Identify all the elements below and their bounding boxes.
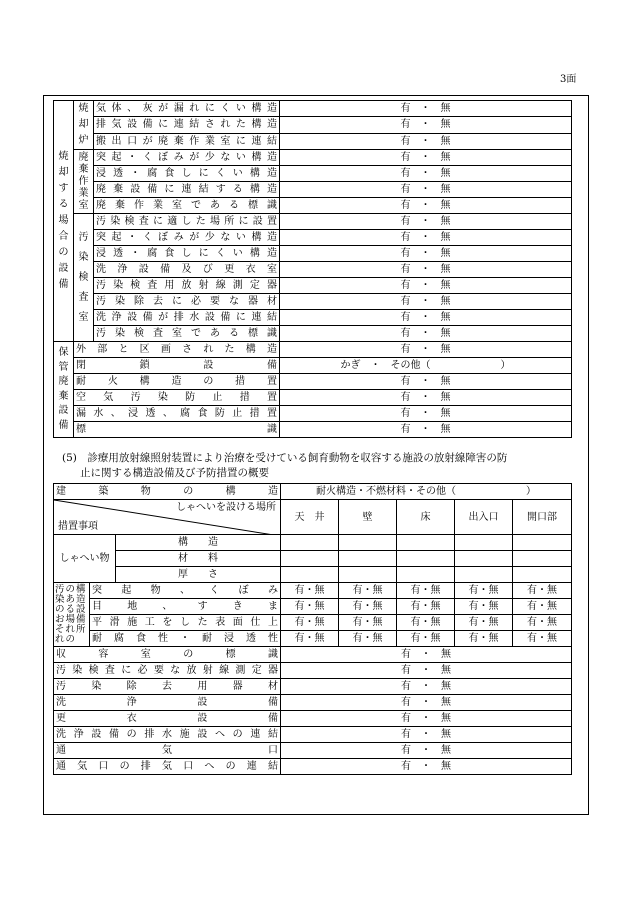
blank-cell [513, 551, 572, 567]
yes-no-cell: 有・無 [455, 615, 513, 631]
vertical-char: 染 [78, 251, 89, 263]
item-value: 有 ・ 無 [280, 117, 572, 133]
item-label: 突起・くぼみが少ない構造 [94, 230, 280, 246]
table-row [54, 711, 572, 727]
table-row [54, 342, 572, 358]
item-value: 有 ・ 無 [280, 294, 572, 310]
blank-cell [281, 551, 339, 567]
column-header: 出入口 [455, 500, 513, 535]
blank-cell [339, 551, 397, 567]
table-row [54, 599, 572, 615]
table-row [54, 390, 572, 406]
blank-cell [397, 551, 455, 567]
item-label: 通気口 [54, 743, 281, 759]
item-label: 洗浄設備及び更衣室 [94, 262, 280, 278]
column-header: 壁 [339, 500, 397, 535]
table-row [54, 422, 572, 438]
shield-label: しゃへい物 [54, 535, 116, 583]
item-value: 有 ・ 無 [280, 182, 572, 198]
item-value: 有 ・ 無 [281, 663, 572, 679]
inspection-room-label [74, 214, 94, 342]
item-value: 有 ・ 無 [280, 133, 572, 149]
item-label: 洗浄設備 [54, 695, 281, 711]
table-row [54, 406, 572, 422]
item-label: 外部と区画された構造 [74, 342, 280, 358]
blank-cell [455, 567, 513, 583]
waste-room-label [74, 150, 94, 214]
yes-no-cell: 有・無 [513, 631, 572, 647]
item-value: 有 ・ 無 [281, 695, 572, 711]
blank-cell [455, 535, 513, 551]
yes-no-cell: 有・無 [455, 583, 513, 599]
table-row [54, 484, 572, 500]
vertical-char: 査 [78, 291, 89, 303]
table-row [54, 101, 572, 117]
item-value: 有 ・ 無 [280, 262, 572, 278]
incineration-group-label [54, 101, 74, 342]
table-row [54, 583, 572, 599]
diag-bottom-label: 措置事項 [58, 521, 98, 532]
item-label: 突起・くぼみが少ない構造 [94, 150, 280, 166]
page-number: 3面 [560, 74, 577, 85]
table-row [54, 551, 572, 567]
item-label: 洗浄設備が排水設備に連結 [94, 310, 280, 326]
item-label: 汚染除去に必要な器材 [94, 294, 280, 310]
table-row [54, 358, 572, 374]
item-value: 有 ・ 無 [281, 759, 572, 775]
vertical-char: 保 [58, 347, 69, 358]
table-row [54, 374, 572, 390]
table-row [54, 278, 572, 294]
yes-no-cell: 有・無 [281, 631, 339, 647]
item-value: 有 ・ 無 [280, 374, 572, 390]
item-value: 有 ・ 無 [280, 230, 572, 246]
yes-no-cell: 有・無 [397, 583, 455, 599]
item-label: 収容室の標識 [54, 647, 281, 663]
yes-no-cell: 有・無 [513, 615, 572, 631]
yes-no-cell: 有・無 [397, 599, 455, 615]
yes-no-cell: 有・無 [281, 599, 339, 615]
item-label: 汚染検査室である標識 [94, 326, 280, 342]
item-label: 浸透・腐食しにくい構造 [94, 166, 280, 182]
yes-no-cell: 有・無 [455, 631, 513, 647]
storage-group-label [54, 342, 74, 438]
item-value: 有 ・ 無 [280, 310, 572, 326]
item-label: 漏水、浸透、腐食防止措置 [74, 406, 280, 422]
item-label: 洗浄設備の排水施設への連結 [54, 727, 281, 743]
item-label: 汚染除去用器材 [54, 679, 281, 695]
yes-no-cell: 有・無 [339, 615, 397, 631]
vertical-char: 業 [78, 187, 89, 199]
column-header: 床 [397, 500, 455, 535]
table-row [54, 214, 572, 230]
item-label: 浸透・腐食しにくい構造 [94, 246, 280, 262]
vertical-char: 合 [58, 231, 69, 242]
table-row [54, 166, 572, 182]
label-line: のる設 [55, 603, 87, 615]
table-row [54, 310, 572, 326]
yes-no-cell: 有・無 [281, 583, 339, 599]
vertical-char: 焼 [58, 151, 69, 162]
vertical-char: 棄 [78, 163, 89, 175]
vertical-char: る [58, 199, 69, 210]
blank-cell [397, 535, 455, 551]
table-row [54, 647, 572, 663]
vertical-char: 廃 [78, 151, 89, 163]
blank-cell [339, 567, 397, 583]
table-header-row [54, 500, 572, 535]
vertical-char: 棄 [58, 390, 69, 402]
yes-no-cell: 有・無 [397, 631, 455, 647]
contamination-label [54, 583, 90, 647]
item-value: 有 ・ 無 [280, 150, 572, 166]
table-row [54, 759, 572, 775]
table-row [54, 117, 572, 133]
table-row [54, 262, 572, 278]
vertical-char: 備 [58, 419, 69, 431]
item-label: 閉鎖設備 [74, 358, 280, 374]
item-value: 有 ・ 無 [280, 342, 572, 358]
vertical-char: 却 [78, 119, 89, 130]
label-line: 汚の構 [55, 583, 87, 595]
vertical-char: 却 [58, 167, 69, 178]
vertical-char: 作 [78, 175, 89, 187]
yes-no-cell: 有・無 [513, 599, 572, 615]
table-row [54, 663, 572, 679]
diag-top-label: しゃへいを設ける場所 [176, 502, 276, 513]
yes-no-cell: 有・無 [339, 599, 397, 615]
item-value: 有 ・ 無 [281, 679, 572, 695]
table-row [54, 567, 572, 583]
label-line: それ所 [55, 623, 87, 635]
item-value: 有 ・ 無 [280, 390, 572, 406]
item-value: 有 ・ 無 [280, 406, 572, 422]
building-structure-value: 耐火構造・不燃材料・その他（ ） [281, 484, 572, 500]
blank-cell [281, 567, 339, 583]
label-line: お場備 [55, 613, 87, 625]
yes-no-cell: 有・無 [339, 631, 397, 647]
vertical-char: 室 [78, 311, 89, 323]
item-value: 有 ・ 無 [280, 101, 572, 117]
item-value: 有 ・ 無 [281, 743, 572, 759]
item-label: 平滑施工をした表面仕上 [90, 615, 281, 631]
vertical-char: 焼 [78, 103, 89, 114]
item-value: 有 ・ 無 [280, 422, 572, 438]
table-row [54, 246, 572, 262]
blank-cell [513, 535, 572, 551]
item-label: 汚染検査用放射線測定器 [94, 278, 280, 294]
vertical-char: 備 [58, 279, 69, 290]
blank-cell [455, 551, 513, 567]
table-row [54, 695, 572, 711]
item-label: 更衣設備 [54, 711, 281, 727]
item-label: 廃棄設備に連結する構造 [94, 182, 280, 198]
yes-no-cell: 有・無 [397, 615, 455, 631]
vertical-char: 室 [78, 199, 89, 211]
item-label: 目地、すきま [90, 599, 281, 615]
item-value: 有 ・ 無 [280, 198, 572, 214]
table-row [54, 198, 572, 214]
item-value: 有 ・ 無 [280, 278, 572, 294]
vertical-char: の [58, 247, 69, 258]
item-value: 有 ・ 無 [281, 647, 572, 663]
item-value: 有 ・ 無 [280, 326, 572, 342]
building-structure-label: 建築物の構造 [54, 484, 281, 500]
item-label: 空気汚染防止措置 [74, 390, 280, 406]
table-row [54, 535, 572, 551]
section-5-heading [62, 451, 577, 481]
table-row [54, 615, 572, 631]
item-label: 標識 [74, 422, 280, 438]
item-value: 有 ・ 無 [280, 246, 572, 262]
blank-cell [513, 567, 572, 583]
label-line: れの [55, 633, 77, 645]
shield-item: 厚 さ [116, 567, 281, 583]
table-row [54, 182, 572, 198]
item-value: 有 ・ 無 [280, 166, 572, 182]
vertical-char: 検 [78, 271, 89, 283]
vertical-char: 管 [58, 361, 69, 373]
blank-cell [281, 535, 339, 551]
vertical-char: 設 [58, 263, 69, 274]
blank-cell [397, 567, 455, 583]
vertical-char: 炉 [78, 135, 89, 146]
vertical-char: 廃 [58, 376, 69, 387]
incinerator-label [74, 101, 94, 150]
table-row [54, 133, 572, 149]
vertical-char: 汚 [78, 231, 89, 243]
item-label: 耐火構造の措置 [74, 374, 280, 390]
table-row [54, 743, 572, 759]
table-row [54, 230, 572, 246]
item-label: 汚染検査に適した場所に設置 [94, 214, 280, 230]
item-value: 有 ・ 無 [281, 711, 572, 727]
item-label: 排気設備に連結された構造 [94, 117, 280, 133]
shield-item: 材 料 [116, 551, 281, 567]
item-label: 気体、灰が漏れにくい構造 [94, 101, 280, 117]
yes-no-cell: 有・無 [281, 615, 339, 631]
blank-cell [339, 535, 397, 551]
table-row [54, 150, 572, 166]
table-row [54, 631, 572, 647]
yes-no-cell: 有・無 [513, 583, 572, 599]
item-value: 有 ・ 無 [281, 727, 572, 743]
animal-facility-table [53, 483, 572, 775]
item-label: 搬出口が廃棄作業室に連結 [94, 133, 280, 149]
item-label: 汚染検査に必要な放射線測定器 [54, 663, 281, 679]
yes-no-cell: 有・無 [339, 583, 397, 599]
vertical-char: 設 [58, 405, 69, 416]
column-header: 開口部 [513, 500, 572, 535]
incineration-table [53, 100, 572, 438]
table-row [54, 294, 572, 310]
table-row [54, 727, 572, 743]
yes-no-cell: 有・無 [455, 599, 513, 615]
table-row [54, 326, 572, 342]
item-value: 有 ・ 無 [280, 214, 572, 230]
item-label: 突起物、くぼみ [90, 583, 281, 599]
diagonal-header [54, 500, 281, 535]
vertical-char: 場 [58, 215, 69, 226]
item-value: かぎ ・ その他（ ） [280, 358, 572, 374]
item-label: 廃棄作業室である標識 [94, 198, 280, 214]
label-line: 染あ造 [55, 593, 87, 605]
item-label: 通気口の排気口への連結 [54, 759, 281, 775]
column-header: 天 井 [281, 500, 339, 535]
item-label: 耐腐食性・耐浸透性 [90, 631, 281, 647]
note-line-1: (5) 診療用放射線照射装置により治療を受けている飼育動物を収容する施設の放射線障害の防 [62, 452, 508, 464]
vertical-char: す [58, 183, 69, 194]
table-row [54, 679, 572, 695]
note-line-2: 止に関する構造設備及び予防措置の概要 [80, 467, 269, 479]
shield-item: 構 造 [116, 535, 281, 551]
